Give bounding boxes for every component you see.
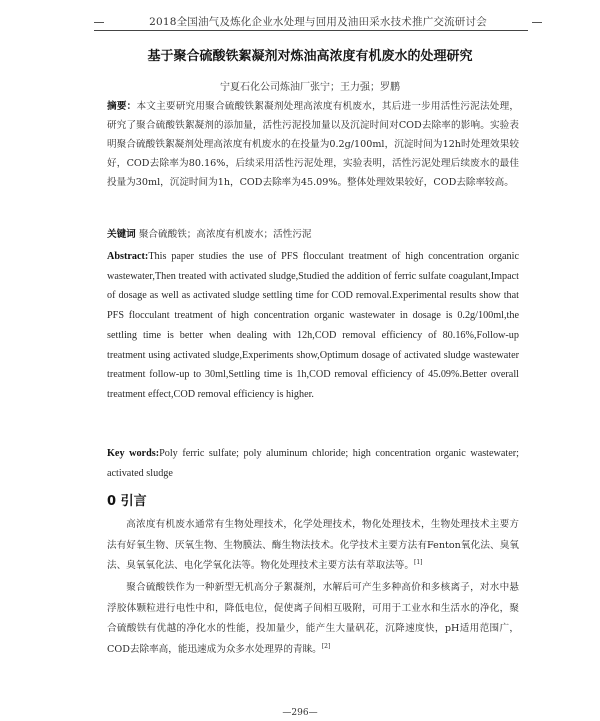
intro-paragraph-1-text: 高浓度有机废水通常有生物处理技术，化学处理技术，物化处理技术，生物处理技术主要方法有好氧生物、厌氧生物、生物膜法、酶生物法技术。化学技术主要方法有Fenton氧化法、臭氧法、臭氧氧化法、电化学氧化法等。物化处理技术主要方法有萃取法等。 xyxy=(107,519,519,571)
intro-paragraph-2-text: 聚合硫酸铁作为一种新型无机高分子絮凝剂，水解后可产生多种高价和多核离子，对水中悬浮胶体颗粒进行电性中和，降低电位，促使离子间相互吸附，可用于工业水和生活水的净化，聚合硫酸铁有优越的净化水的性能，投加量少，能产生大量矾花，沉降速度快，pH适用范围广，COD去除率高，能迅速成为众多水处理界的青睐。 xyxy=(107,582,519,655)
abstract-en-label: Abstract: xyxy=(107,251,149,262)
intro-paragraph-1 xyxy=(107,515,519,577)
keywords-zh-text: 聚合硫酸铁；高浓度有机废水；活性污泥 xyxy=(138,229,312,240)
citation-2: [2] xyxy=(321,642,331,650)
running-title: 2018全国油气及炼化企业水处理与回用及油田采水技术推广交流研讨会 xyxy=(149,16,487,28)
header-dash-left xyxy=(94,22,104,23)
paper-authors: 宁夏石化公司炼油厂张宁；王力强；罗鹏 xyxy=(220,82,400,93)
keywords-zh-label: 关键词 xyxy=(107,229,136,240)
abstract-zh xyxy=(107,97,519,192)
abstract-en-text: This paper studies the use of PFS flocculant treatment of high concentration organic wastewater,Then treated with activated sludge,Studied the addition of ferric sulfate coagulant,Impact of dosage as well as activated sludge settling time for COD removal.Experimental results show that PFS flocculant treatment of high concentration organic wastewater in dosage is 0.2g/100ml,the settling time is better when dealing with 12h,COD removal efficiency of 80.16%,Follow-up treatment using activated sludge,Experiments show,Optimum dosage of activated sludge wastewater treatment follow-up to 30ml,Settling time is 1h,COD removal efficiency of 45.09%.Better overall treatment effect,COD removal efficiency is higher. xyxy=(107,251,519,400)
keywords-en-label: Key words: xyxy=(107,448,160,459)
citation-1: [1] xyxy=(414,558,423,566)
header-rule xyxy=(94,30,528,31)
paper-title: 基于聚合硫酸铁絮凝剂对炼油高浓度有机废水的处理研究 xyxy=(147,49,473,64)
abstract-en xyxy=(107,247,519,405)
running-header xyxy=(108,14,528,29)
section-heading-introduction: 0 引言 xyxy=(107,494,147,509)
abstract-zh-text: 本文主要研究用聚合硫酸铁絮凝剂处理高浓度有机废水，其后进一步用活性污泥法处理，研究了聚合硫酸铁絮凝剂的添加量，活性污泥投加量以及沉淀时间对COD去除率的影响。实验表明聚合硫酸铁絮凝剂处理高浓度有机废水的在投量为0.2g/100ml，沉淀时间为12h时处理效果较好，COD去除率为80.16%，后续采用活性污泥处理，实验表明，活性污泥处理后续废水的最佳投量为30ml，沉淀时间为1h，COD去除率为45.09%。整体处理效果较好，COD去除率较高。 xyxy=(107,101,520,188)
keywords-zh xyxy=(107,225,519,244)
abstract-zh-label: 摘要： xyxy=(107,101,137,112)
page-number: —296— xyxy=(282,708,318,718)
keywords-en xyxy=(107,444,519,483)
header-dash-right xyxy=(532,22,542,23)
intro-paragraph-2 xyxy=(107,578,519,660)
keywords-en-text: Poly ferric sulfate; poly aluminum chloride; high concentration organic wastewater; activated sludge xyxy=(107,448,519,479)
